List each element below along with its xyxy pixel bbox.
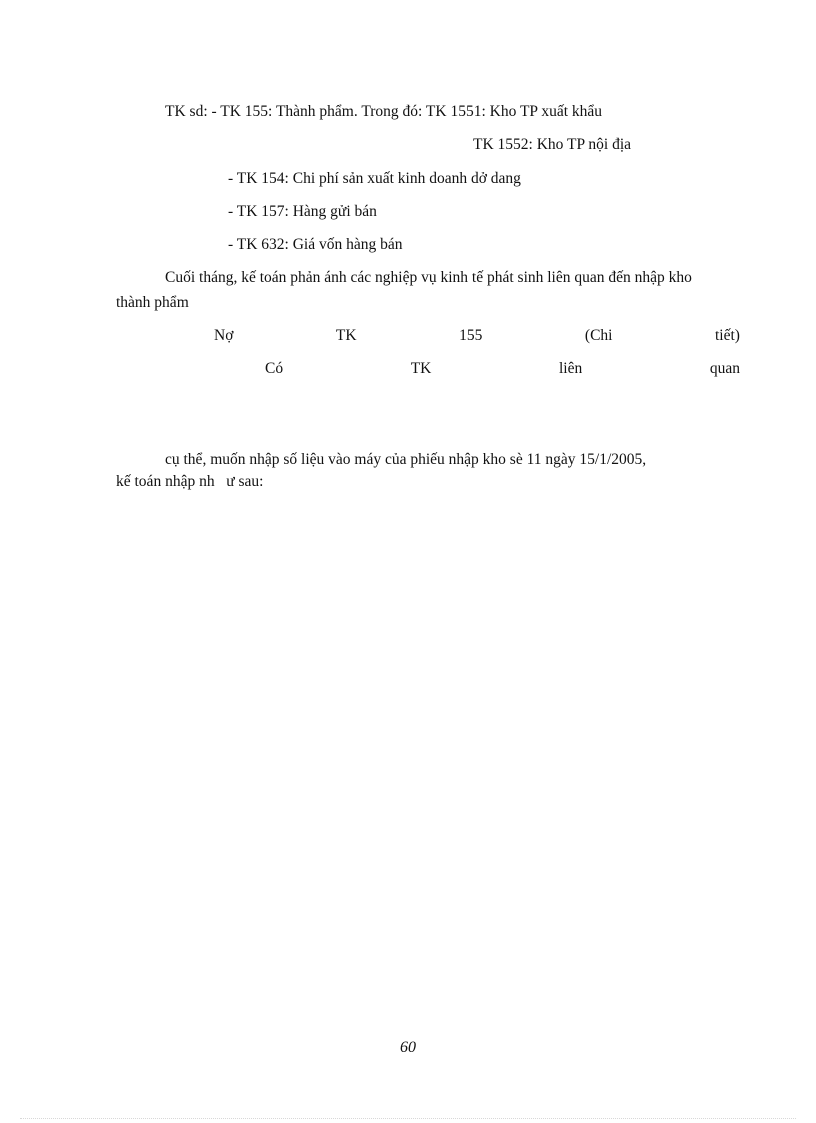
paragraph-1-line-1: Cuối tháng, kế toán phản ánh các nghiệp vụ kinh tế phát sinh liên quan đến nhập kho xyxy=(165,269,692,286)
credit-related-word: liên xyxy=(558,360,583,377)
account-155-line: TK sd: - TK 155: Thành phẩm. Trong đó: TK 1551: Kho TP xuất khẩu xyxy=(165,103,603,120)
page-number: 60 xyxy=(400,1039,416,1056)
credit-quan-word: quan xyxy=(709,360,740,377)
debit-detail-open: (Chi xyxy=(584,327,613,344)
paragraph-2-line-2: kế toán nhập nh ư sau: xyxy=(116,473,264,490)
account-157-line: - TK 157: Hàng gửi bán xyxy=(228,203,377,220)
credit-word: Có xyxy=(265,360,284,377)
debit-word: Nợ xyxy=(214,327,234,344)
debit-detail-close: tiết) xyxy=(715,327,740,344)
account-1552-line: TK 1552: Kho TP nội địa xyxy=(473,136,632,153)
account-154-line: - TK 154: Chi phí sản xuất kinh doanh dở dang xyxy=(228,170,521,187)
paragraph-1-line-2: thành phẩm xyxy=(116,294,189,311)
debit-account-number: 155 xyxy=(459,327,483,344)
paragraph-2-line-1: cụ thể, muốn nhập số liệu vào máy của phiếu nhập kho sè 11 ngày 15/1/2005, xyxy=(165,451,647,468)
credit-account-word: TK xyxy=(410,360,432,377)
debit-entry-line xyxy=(214,326,740,346)
credit-entry-line xyxy=(265,359,740,379)
bottom-dotted-rule xyxy=(20,1118,796,1119)
account-632-line: - TK 632: Giá vốn hàng bán xyxy=(228,236,403,253)
debit-account-word: TK xyxy=(335,327,357,344)
